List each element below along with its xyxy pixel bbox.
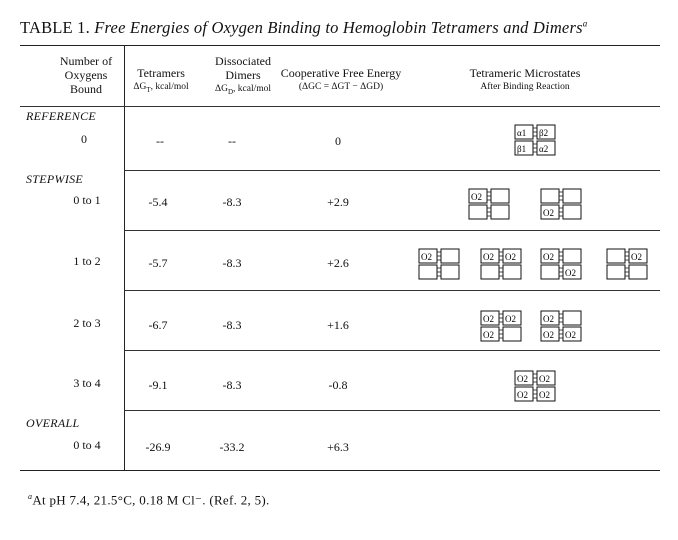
section-reference: REFERENCE xyxy=(26,109,97,123)
svg-text:α1: α1 xyxy=(517,128,527,138)
svg-text:O2: O2 xyxy=(565,268,576,278)
row-dimers: -8.3 xyxy=(222,318,242,332)
svg-text:O2: O2 xyxy=(471,192,482,202)
row-rule xyxy=(124,410,660,411)
svg-text:O2: O2 xyxy=(483,314,494,324)
row-tetramers: -6.7 xyxy=(148,318,168,332)
svg-text:O2: O2 xyxy=(505,314,516,324)
row-dimers: -8.3 xyxy=(222,195,242,209)
header-tetramers xyxy=(126,66,196,97)
row-coop: +2.9 xyxy=(327,195,349,209)
svg-text:O2: O2 xyxy=(539,374,550,384)
table-number: TABLE 1. xyxy=(20,18,90,37)
row-step: 3 to 4 xyxy=(73,376,101,390)
svg-text:β1: β1 xyxy=(517,144,527,154)
row-tetramers: -5.4 xyxy=(148,195,168,209)
tetramer-microstate xyxy=(480,248,522,280)
svg-text:β2: β2 xyxy=(539,128,549,138)
tetramer-microstate xyxy=(480,310,522,342)
row-rule xyxy=(124,290,660,291)
header-microstates-title: Tetrameric Microstates xyxy=(469,66,581,80)
section-stepwise: STEPWISE xyxy=(26,172,84,186)
svg-text:O2: O2 xyxy=(539,390,550,400)
header-dimers xyxy=(200,54,286,99)
row-dimers: -8.3 xyxy=(222,378,242,392)
row-step: 1 to 2 xyxy=(73,254,101,268)
row-rule xyxy=(124,170,660,171)
free-energy-table xyxy=(20,45,660,471)
tetramer-microstate xyxy=(514,370,556,402)
svg-text:O2: O2 xyxy=(543,314,554,324)
row-coop: +2.6 xyxy=(327,256,349,270)
svg-text:O2: O2 xyxy=(543,252,554,262)
row-dimers: -33.2 xyxy=(219,440,245,454)
table-title xyxy=(20,18,587,38)
title-footnote-marker: a xyxy=(582,18,588,29)
column-divider xyxy=(124,46,125,470)
svg-text:O2: O2 xyxy=(505,252,516,262)
row-tetramers: -- xyxy=(156,134,164,148)
svg-text:O2: O2 xyxy=(421,252,432,262)
table-caption: Free Energies of Oxygen Binding to Hemoglobin Tetramers and Dimers xyxy=(94,18,583,37)
header-tetramers-unit: $\Delta G_T$, kcal/mol xyxy=(133,82,189,94)
row-coop: +6.3 xyxy=(327,440,349,454)
row-step: 2 to 3 xyxy=(73,316,101,330)
header-rule xyxy=(20,106,660,107)
tetramer-microstate xyxy=(540,248,582,280)
svg-text:O2: O2 xyxy=(483,330,494,340)
header-number-oxygens: Number of Oxygens Bound xyxy=(59,54,113,96)
row-coop: +1.6 xyxy=(327,318,349,332)
footnote-marker: a xyxy=(28,492,33,501)
tetramer-microstate xyxy=(606,248,648,280)
row-step: 0 to 4 xyxy=(73,438,101,452)
header-tetramers-title: Tetramers xyxy=(137,66,185,80)
tetramer-microstate xyxy=(540,188,582,220)
svg-text:O2: O2 xyxy=(517,390,528,400)
row-step: 0 xyxy=(81,132,87,146)
footnote-text: At pH 7.4, 21.5°C, 0.18 M Cl⁻. (Ref. 2, 5). xyxy=(32,492,270,508)
row-tetramers: -26.9 xyxy=(145,440,171,454)
row-coop: 0 xyxy=(335,134,341,148)
tetramer-microstate xyxy=(514,124,556,156)
header-microstates-sub: After Binding Reaction xyxy=(480,82,570,92)
svg-text:O2: O2 xyxy=(483,252,494,262)
row-dimers: -- xyxy=(228,134,236,148)
tetramer-microstate xyxy=(418,248,460,280)
svg-text:α2: α2 xyxy=(539,144,549,154)
svg-text:O2: O2 xyxy=(517,374,528,384)
row-coop: -0.8 xyxy=(328,378,348,392)
row-dimers: -8.3 xyxy=(222,256,242,270)
header-dimers-unit: $\Delta G_D$, kcal/mol xyxy=(214,84,272,96)
tetramer-microstate xyxy=(540,310,582,342)
header-cooperative-formula: (ΔGC = ΔGT − ΔGD) xyxy=(298,82,384,92)
svg-text:O2: O2 xyxy=(543,208,554,218)
row-rule xyxy=(124,350,660,351)
section-overall: OVERALL xyxy=(26,416,80,430)
svg-text:O2: O2 xyxy=(631,252,642,262)
table-footnote xyxy=(28,492,270,508)
header-cooperative-title: Cooperative Free Energy xyxy=(280,66,402,80)
svg-text:O2: O2 xyxy=(565,330,576,340)
header-dimers-title: Dissociated Dimers xyxy=(215,54,271,82)
header-microstates xyxy=(430,66,620,94)
row-tetramers: -5.7 xyxy=(148,256,168,270)
header-cooperative xyxy=(276,66,406,94)
row-rule xyxy=(124,230,660,231)
tetramer-microstate xyxy=(468,188,510,220)
row-step: 0 to 1 xyxy=(73,193,101,207)
row-tetramers: -9.1 xyxy=(148,378,168,392)
svg-text:O2: O2 xyxy=(543,330,554,340)
